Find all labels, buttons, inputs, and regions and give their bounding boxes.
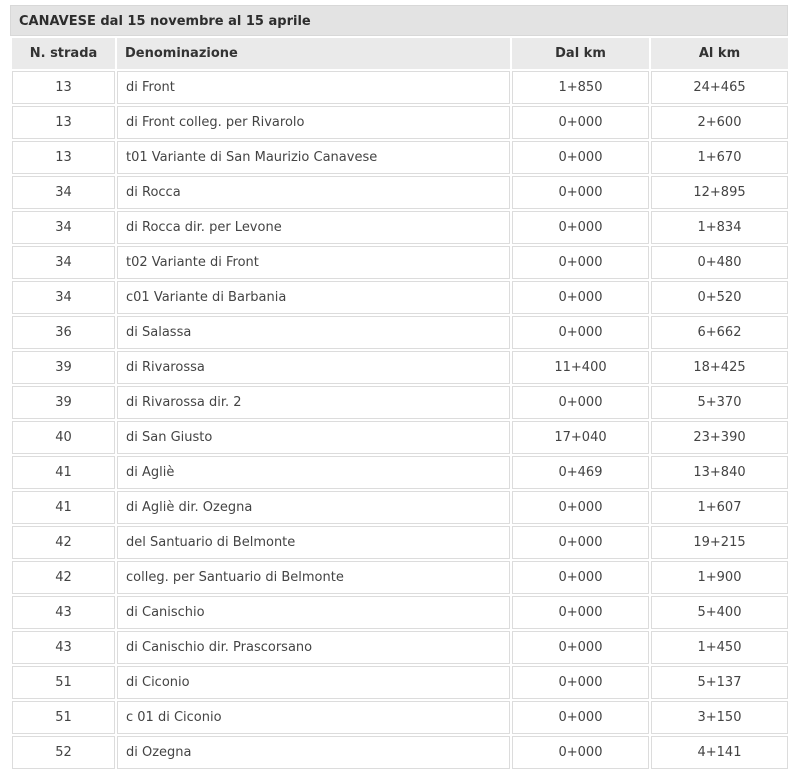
roads-table-container (10, 5, 788, 771)
cell-name: colleg. per Santuario di Belmonte (117, 561, 510, 594)
cell-from-km: 0+000 (512, 596, 649, 629)
cell-to-km: 23+390 (651, 421, 788, 454)
cell-from-km: 1+850 (512, 71, 649, 104)
cell-name: c01 Variante di Barbania (117, 281, 510, 314)
cell-name: di Ozegna (117, 736, 510, 769)
table-row (12, 211, 788, 244)
cell-to-km: 5+370 (651, 386, 788, 419)
cell-to-km: 3+150 (651, 701, 788, 734)
cell-from-km: 0+000 (512, 526, 649, 559)
cell-to-km: 1+607 (651, 491, 788, 524)
cell-to-km: 19+215 (651, 526, 788, 559)
cell-to-km: 0+480 (651, 246, 788, 279)
table-row (12, 701, 788, 734)
cell-name: di Rivarossa dir. 2 (117, 386, 510, 419)
table-body (12, 71, 788, 769)
roads-table (10, 36, 790, 771)
cell-road-number: 39 (12, 386, 115, 419)
cell-road-number: 34 (12, 246, 115, 279)
table-row (12, 176, 788, 209)
table-row (12, 71, 788, 104)
cell-from-km: 0+000 (512, 246, 649, 279)
cell-from-km: 0+000 (512, 701, 649, 734)
cell-from-km: 17+040 (512, 421, 649, 454)
cell-road-number: 51 (12, 666, 115, 699)
cell-from-km: 0+000 (512, 176, 649, 209)
header-name: Denominazione (117, 38, 510, 69)
cell-name: di Rocca dir. per Levone (117, 211, 510, 244)
cell-name: di Agliè (117, 456, 510, 489)
cell-name: t02 Variante di Front (117, 246, 510, 279)
cell-road-number: 39 (12, 351, 115, 384)
cell-to-km: 24+465 (651, 71, 788, 104)
cell-to-km: 2+600 (651, 106, 788, 139)
cell-to-km: 1+900 (651, 561, 788, 594)
table-row (12, 386, 788, 419)
table-title: CANAVESE dal 15 novembre al 15 aprile (10, 5, 788, 36)
cell-road-number: 42 (12, 526, 115, 559)
header-road-number: N. strada (12, 38, 115, 69)
cell-name: di Agliè dir. Ozegna (117, 491, 510, 524)
cell-to-km: 5+400 (651, 596, 788, 629)
cell-from-km: 0+000 (512, 561, 649, 594)
cell-name: di Rocca (117, 176, 510, 209)
cell-road-number: 36 (12, 316, 115, 349)
table-row (12, 736, 788, 769)
cell-name: di Canischio dir. Prascorsano (117, 631, 510, 664)
table-row (12, 281, 788, 314)
cell-road-number: 34 (12, 281, 115, 314)
cell-to-km: 13+840 (651, 456, 788, 489)
cell-to-km: 1+450 (651, 631, 788, 664)
table-row (12, 351, 788, 384)
table-row (12, 316, 788, 349)
cell-from-km: 11+400 (512, 351, 649, 384)
cell-from-km: 0+000 (512, 736, 649, 769)
cell-road-number: 43 (12, 596, 115, 629)
cell-to-km: 5+137 (651, 666, 788, 699)
table-header-row (12, 38, 788, 69)
cell-name: di Salassa (117, 316, 510, 349)
cell-road-number: 13 (12, 141, 115, 174)
cell-name: di Rivarossa (117, 351, 510, 384)
cell-from-km: 0+000 (512, 106, 649, 139)
table-row (12, 456, 788, 489)
table-row (12, 596, 788, 629)
cell-to-km: 1+670 (651, 141, 788, 174)
table-row (12, 631, 788, 664)
cell-to-km: 0+520 (651, 281, 788, 314)
cell-to-km: 4+141 (651, 736, 788, 769)
table-row (12, 491, 788, 524)
cell-to-km: 6+662 (651, 316, 788, 349)
table-row (12, 666, 788, 699)
cell-road-number: 41 (12, 491, 115, 524)
cell-road-number: 34 (12, 176, 115, 209)
table-row (12, 526, 788, 559)
cell-road-number: 13 (12, 71, 115, 104)
cell-name: di San Giusto (117, 421, 510, 454)
header-to-km: Al km (651, 38, 788, 69)
cell-to-km: 18+425 (651, 351, 788, 384)
cell-name: t01 Variante di San Maurizio Canavese (117, 141, 510, 174)
cell-to-km: 12+895 (651, 176, 788, 209)
header-from-km: Dal km (512, 38, 649, 69)
cell-name: del Santuario di Belmonte (117, 526, 510, 559)
cell-from-km: 0+469 (512, 456, 649, 489)
cell-from-km: 0+000 (512, 141, 649, 174)
cell-to-km: 1+834 (651, 211, 788, 244)
cell-name: di Canischio (117, 596, 510, 629)
cell-road-number: 13 (12, 106, 115, 139)
table-row (12, 561, 788, 594)
table-row (12, 106, 788, 139)
table-row (12, 141, 788, 174)
cell-from-km: 0+000 (512, 491, 649, 524)
cell-name: c 01 di Ciconio (117, 701, 510, 734)
cell-road-number: 40 (12, 421, 115, 454)
cell-from-km: 0+000 (512, 666, 649, 699)
cell-from-km: 0+000 (512, 211, 649, 244)
cell-name: di Front (117, 71, 510, 104)
cell-from-km: 0+000 (512, 386, 649, 419)
cell-road-number: 41 (12, 456, 115, 489)
cell-road-number: 43 (12, 631, 115, 664)
cell-name: di Front colleg. per Rivarolo (117, 106, 510, 139)
cell-name: di Ciconio (117, 666, 510, 699)
table-row (12, 246, 788, 279)
cell-road-number: 52 (12, 736, 115, 769)
table-row (12, 421, 788, 454)
cell-road-number: 42 (12, 561, 115, 594)
cell-from-km: 0+000 (512, 281, 649, 314)
cell-from-km: 0+000 (512, 631, 649, 664)
cell-road-number: 34 (12, 211, 115, 244)
cell-road-number: 51 (12, 701, 115, 734)
cell-from-km: 0+000 (512, 316, 649, 349)
